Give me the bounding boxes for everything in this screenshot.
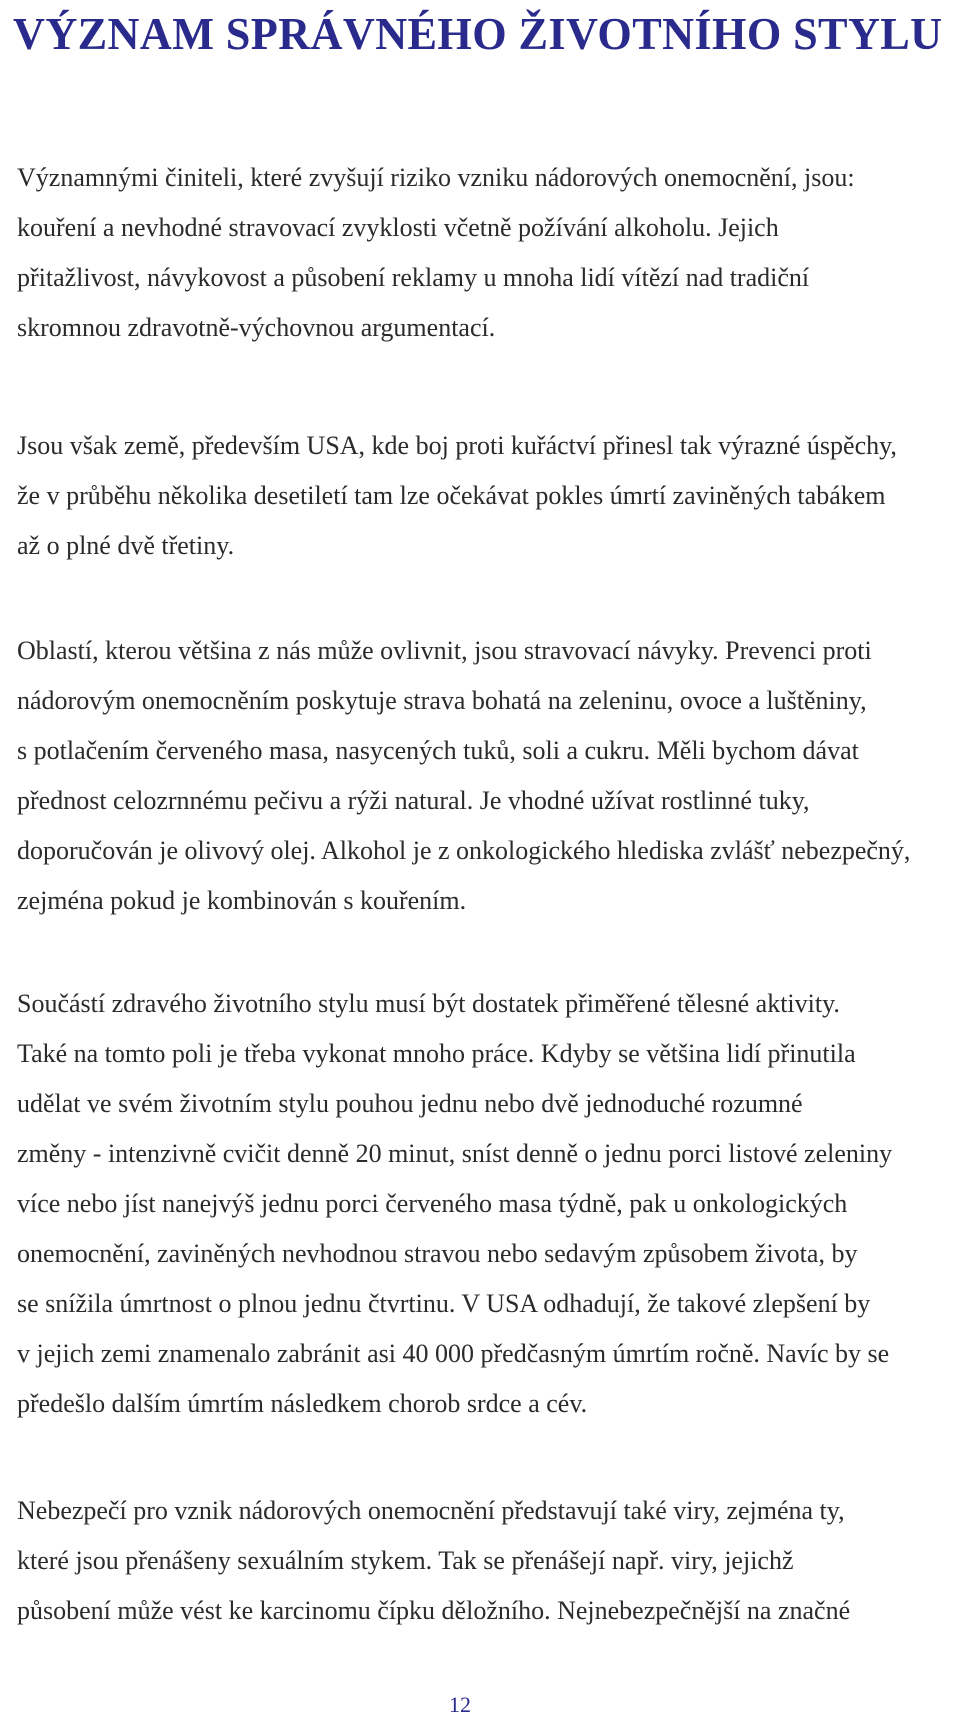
text-line: s potlačením červeného masa, nasycených tuků, soli a cukru. Měli bychom dávat (17, 736, 859, 765)
paragraph-risk-factors (17, 153, 952, 353)
text-line: které jsou přenášeny sexuálním stykem. Tak se přenášejí např. viry, jejichž (17, 1546, 794, 1575)
text-line: nádorovým onemocněním poskytuje strava bohatá na zeleninu, ovoce a luštěniny, (17, 686, 867, 715)
text-line: působení může vést ke karcinomu čípku děložního. Nejnebezpečnější na značné (17, 1596, 851, 1625)
text-line: Součástí zdravého životního stylu musí být dostatek přiměřené tělesné aktivity. (17, 989, 840, 1018)
text-line: skromnou zdravotně-výchovnou argumentací. (17, 313, 496, 342)
text-line: zejména pokud je kombinován s kouřením. (17, 886, 467, 915)
paragraph-diet (17, 626, 952, 926)
text-line: předešlo dalším úmrtím následkem chorob srdce a cév. (17, 1389, 588, 1418)
text-line: udělat ve svém životním stylu pouhou jednu nebo dvě jednoduché rozumné (17, 1089, 803, 1118)
text-line: v jejich zemi znamenalo zabránit asi 40 000 předčasným úmrtím ročně. Navíc by se (17, 1339, 890, 1368)
text-line: Významnými činiteli, které zvyšují riziko vzniku nádorových onemocnění, jsou: (17, 163, 855, 192)
text-line: Nebezpečí pro vznik nádorových onemocnění představují také viry, zejména ty, (17, 1496, 845, 1525)
text-line: Také na tomto poli je třeba vykonat mnoho práce. Kdyby se většina lidí přinutila (17, 1039, 856, 1068)
text-line: přednost celozrnnému pečivu a rýži natural. Je vhodné užívat rostlinné tuky, (17, 786, 810, 815)
text-line: přitažlivost, návykovost a působení reklamy u mnoha lidí vítězí nad tradiční (17, 263, 810, 292)
text-line: více nebo jíst nanejvýš jednu porci červeného masa týdně, pak u onkologických (17, 1189, 848, 1218)
paragraph-viruses (17, 1486, 952, 1636)
text-line: Oblastí, kterou většina z nás může ovlivnit, jsou stravovací návyky. Prevenci proti (17, 636, 872, 665)
text-line: až o plné dvě třetiny. (17, 531, 235, 560)
paragraph-physical-activity (17, 979, 952, 1429)
paragraph-usa-smoking (17, 421, 952, 571)
text-line: kouření a nevhodné stravovací zvyklosti včetně požívání alkoholu. Jejich (17, 213, 779, 242)
page-number: 12 (449, 1692, 471, 1717)
text-line: Jsou však země, především USA, kde boj proti kuřáctví přinesl tak výrazné úspěchy, (17, 431, 897, 460)
text-line: změny - intenzivně cvičit denně 20 minut, sníst denně o jednu porci listové zeleniny (17, 1139, 893, 1168)
text-line: se snížila úmrtnost o plnou jednu čtvrtinu. V USA odhadují, že takové zlepšení by (17, 1289, 871, 1318)
text-line: onemocnění, zaviněných nevhodnou stravou nebo sedavým způsobem života, by (17, 1239, 858, 1268)
text-line: doporučován je olivový olej. Alkohol je z onkologického hlediska zvlášť nebezpečný, (17, 836, 911, 865)
text-line: že v průběhu několika desetiletí tam lze očekávat pokles úmrtí zaviněných tabákem (17, 481, 886, 510)
page-title: VÝZNAM SPRÁVNÉHO ŽIVOTNÍHO STYLU (13, 8, 943, 59)
